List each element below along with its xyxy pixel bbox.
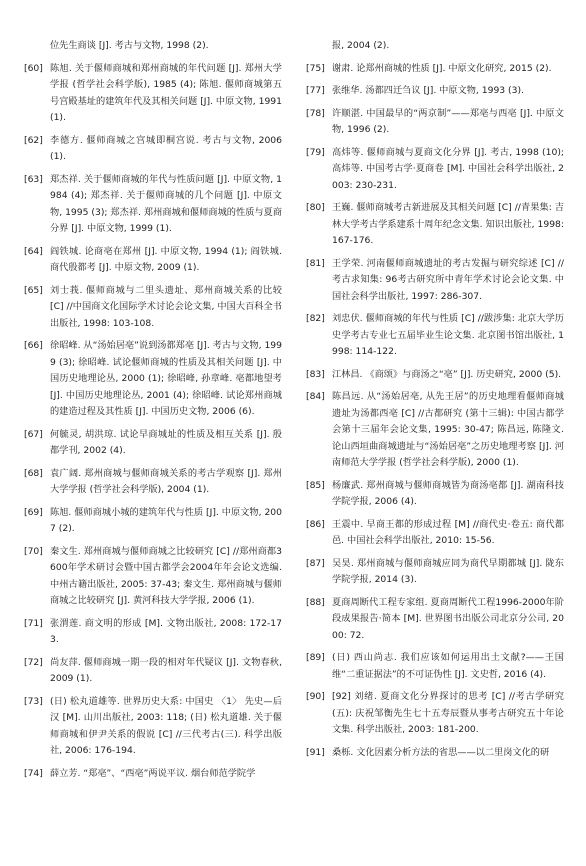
reference-number: [69] [24,506,43,518]
reference-entry [24,505,282,538]
reference-text: 阎铁城. 论商亳在郑州 [J]. 中原文物, 1994 (1); 阎铁城. 商代殷都考 [J]. 中原文物, 2009 (1). [50,245,282,273]
reference-text: 江林昌. 《商颂》与商汤之“亳” [J]. 历史研究, 2000 (5). [332,368,562,380]
reference-entry [24,338,282,421]
reference-number: [64] [24,245,43,257]
reference-text: 何毓灵, 胡洪琼. 试论早商城址的性质及相互关系 [J]. 殷都学刊, 2002 (4). [50,428,282,456]
reference-text: 报, 2004 (2). [332,40,390,51]
reference-entry [306,517,564,550]
reference-entry [306,595,564,645]
reference-number: [79] [306,146,325,158]
reference-number: [60] [24,62,43,74]
reference-number: [71] [24,617,43,629]
reference-entry [24,544,282,610]
reference-entry [306,689,564,739]
reference-text: 桑栎. 文化因素分析方法的省思——以二里岗文化的研 [332,746,550,758]
reference-text: 徐昭峰. 从“汤始居亳”说到汤都郑亳 [J]. 考古与文物, 1999 (3); 徐昭峰. 试论偃师商城的性质及其相关问题 [J]. 中国历史地理论丛, 2000 (1); 徐昭峰, 孙章峰. 亳都地望考 [J]. 中国历史地理论丛, 2001 (4); 徐昭峰. 试论郑州商城的建造过程及其性质 [J]. 中国历史文物, 2006 (6). [50,340,282,417]
reference-text: 夏商周断代工程专家组. 夏商周断代工程1996-2000年阶段成果报告·简本 [M]. 世界图书出版公司北京分公司, 2000: 72. [332,596,564,641]
reference-entry [306,256,564,306]
reference-number: [73] [24,695,43,707]
reference-text: [92] 刘绪. 夏商文化分界探讨的思考 [C] //考古学研究(五): 庆祝邹衡先生七十五寿辰暨从事考古研究五十年论文集. 科学出版社, 2003: 181-200. [332,691,564,735]
reference-entry [24,133,282,166]
reference-text: 袁广阔. 郑州商城与偃师商城关系的考古学观察 [J]. 郑州大学学报 (哲学社会科学版), 2004 (1). [50,467,282,495]
reference-text: 陈旭. 关于偃师商城和郑州商城的年代问题 [J]. 郑州大学学报 (哲学社会科学版), 1985 (4); 陈旭. 偃师商城第五号宫殿基址的建筑年代及其相关问题 [J]. 中原文物, 1991 (1). [50,62,282,123]
reference-text: 高炜等. 偃师商城与夏商文化分界 [J]. 考古, 1998 (10); 高炜等. 中国考古学·夏商卷 [M]. 中国社会科学出版社, 2003: 230-231. [332,146,564,191]
reference-text: 刘忠伏. 偃师商城的年代与性质 [C] //跋涉集: 北京大学历史学考古专业七五届毕业生论文集. 北京图书馆出版社, 1998: 114-122. [332,313,564,357]
reference-entry [24,172,282,238]
reference-number: [82] [306,313,325,324]
reference-text: 薛立芳. “郑亳”、“西亳”两说平议. 烟台师范学院学 [50,767,256,779]
reference-entry [306,106,564,139]
reference-entry [306,367,564,384]
reference-entry [24,616,282,649]
reference-text: 杨廉武. 郑州商城与偃师商城皆为商汤亳都 [J]. 湖南科技学院学报, 2006 (4). [332,479,564,507]
reference-entry [306,311,564,361]
reference-text: 秦文生. 郑州商城与偃师商城之比较研究 [C] //郑州商都3600年学术研讨会暨中国古都学会2004年年会论文选编. 中州古籍出版社, 2005: 37-43; 秦文生. 郑州商城与偃师商城之比较研究 [J]. 黄河科技大学学报, 2006 (1). [50,545,282,606]
reference-text: 陈旭. 偃师商城小城的建筑年代与性质 [J]. 中原文物, 2007 (2). [50,506,282,534]
reference-number: [85] [306,479,325,491]
reference-text: 李德方. 偃师商城之宫城即桐宫说. 考古与文物, 2006 (1). [50,134,282,162]
reference-number: [84] [306,391,325,402]
reference-entry [306,389,564,472]
right-column [306,38,564,767]
reference-entry [306,38,564,55]
reference-text: 王学荣. 河南偃师商城遗址的考古发掘与研究综述 [C] //考古求知集: 96考古研究所中青年学术讨论会论文集. 中国社会科学出版社, 1997: 286-307. [332,257,564,302]
reference-number: [88] [306,596,325,608]
reference-number: [80] [306,202,325,213]
reference-entry [24,427,282,460]
reference-number: [66] [24,340,43,351]
reference-number: [65] [24,284,43,296]
reference-number: [78] [306,107,325,119]
reference-text: 郑杰祥. 关于偃师商城的年代与性质问题 [J]. 中原文物, 1984 (4); 郑杰祥. 关于偃师商城的几个问题 [J]. 中原文物, 1995 (3); 郑杰祥. 郑州商城和偃师商城的性质与夏商分界 [J]. 中原文物, 1999 (1). [50,173,282,234]
reference-number: [72] [24,656,43,668]
reference-entry [24,655,282,688]
reference-text: 谢肃. 论郑州商城的性质 [J]. 中原文化研究, 2015 (2). [332,62,552,74]
reference-text: 位先生商谈 [J]. 考古与文物, 1998 (2). [50,40,209,51]
reference-entry [306,200,564,250]
reference-number: [70] [24,545,43,557]
reference-entry [24,694,282,760]
reference-entry [306,650,564,683]
reference-number: [77] [306,85,325,96]
reference-number: [89] [306,652,325,663]
reference-text: 张维华. 汤都四迁刍议 [J]. 中原文物, 1993 (3). [332,85,524,96]
reference-entry [24,61,282,127]
reference-entry [24,244,282,277]
reference-entry [24,766,282,783]
reference-number: [81] [306,257,325,269]
reference-text: (日) 西山尚志. 我们应该如何运用出土文献?——王国维“二重证据法”的不可证伪性 [J]. 文史哲, 2016 (4). [332,652,564,680]
reference-text: 许顺湛. 中国最早的“两京制”——郑亳与西亳 [J]. 中原文物, 1996 (2). [332,107,564,135]
reference-text: 刘士莪. 偃师商城与二里头遗址、郑州商城关系的比较 [C] //中国商文化国际学术讨论会论文集, 中国大百科全书出版社, 1998: 103-108. [50,284,282,329]
reference-number: [87] [306,557,325,569]
reference-number: [86] [306,518,325,530]
reference-entry [24,38,282,55]
reference-number: [83] [306,368,325,380]
reference-entry [306,145,564,195]
reference-text: (日) 松丸道雄等. 世界历史大系: 中国史 〈1〉 先史—后汉 [M]. 山川出版社, 2003: 118; (日) 松丸道雄. 关于偃师商城和伊尹关系的假说 [C] //三代考古(三). 科学出版社, 2006: 176-194. [50,695,282,756]
reference-entry [24,466,282,499]
reference-text: 张渭莲. 商文明的形成 [M]. 文物出版社, 2008: 172-173. [50,617,282,645]
reference-number: [63] [24,173,43,185]
reference-number: [68] [24,467,43,479]
reference-text: 吴昊. 郑州商城与偃师商城应同为商代早期都城 [J]. 陇东学院学报, 2014 (3). [332,557,564,585]
reference-text: 王巍. 偃师商城考古新进展及其相关问题 [C] //青果集: 吉林大学考古学系建系十周年纪念文集. 知识出版社, 1998: 167-176. [332,202,564,246]
reference-number: [75] [306,62,325,74]
reference-entry [306,745,564,762]
reference-text: 尚友萍. 偃师商城一期一段的相对年代疑议 [J]. 文物春秋, 2009 (1). [50,656,282,684]
reference-number: [62] [24,134,43,146]
reference-entry [24,283,282,333]
left-column [24,38,282,788]
reference-text: 陈昌远. 从“汤始居亳, 从先王居”的历史地理看偃师商城遗址为汤都西亳 [C] //古都研究 (第十三辑): 中国古都学会第十三届年会论文集, 1995: 30-47; 陈昌远, 陈隆文. 论山西垣曲商城遗址与“汤始居亳”之历史地理考察 [J]. 河南师范大学学报 (哲学社会科学版), 2000 (1). [332,391,564,468]
reference-number: [74] [24,767,43,779]
reference-number: [90] [306,691,325,702]
reference-number: [91] [306,746,325,758]
reference-number: [67] [24,428,43,440]
reference-entry [306,83,564,100]
reference-entry [306,556,564,589]
reference-entry [306,478,564,511]
reference-entry [306,61,564,78]
reference-text: 王震中. 早商王都的形成过程 [M] //商代史·卷五: 商代都邑. 中国社会科学出版社, 2010: 15-56. [332,518,564,546]
